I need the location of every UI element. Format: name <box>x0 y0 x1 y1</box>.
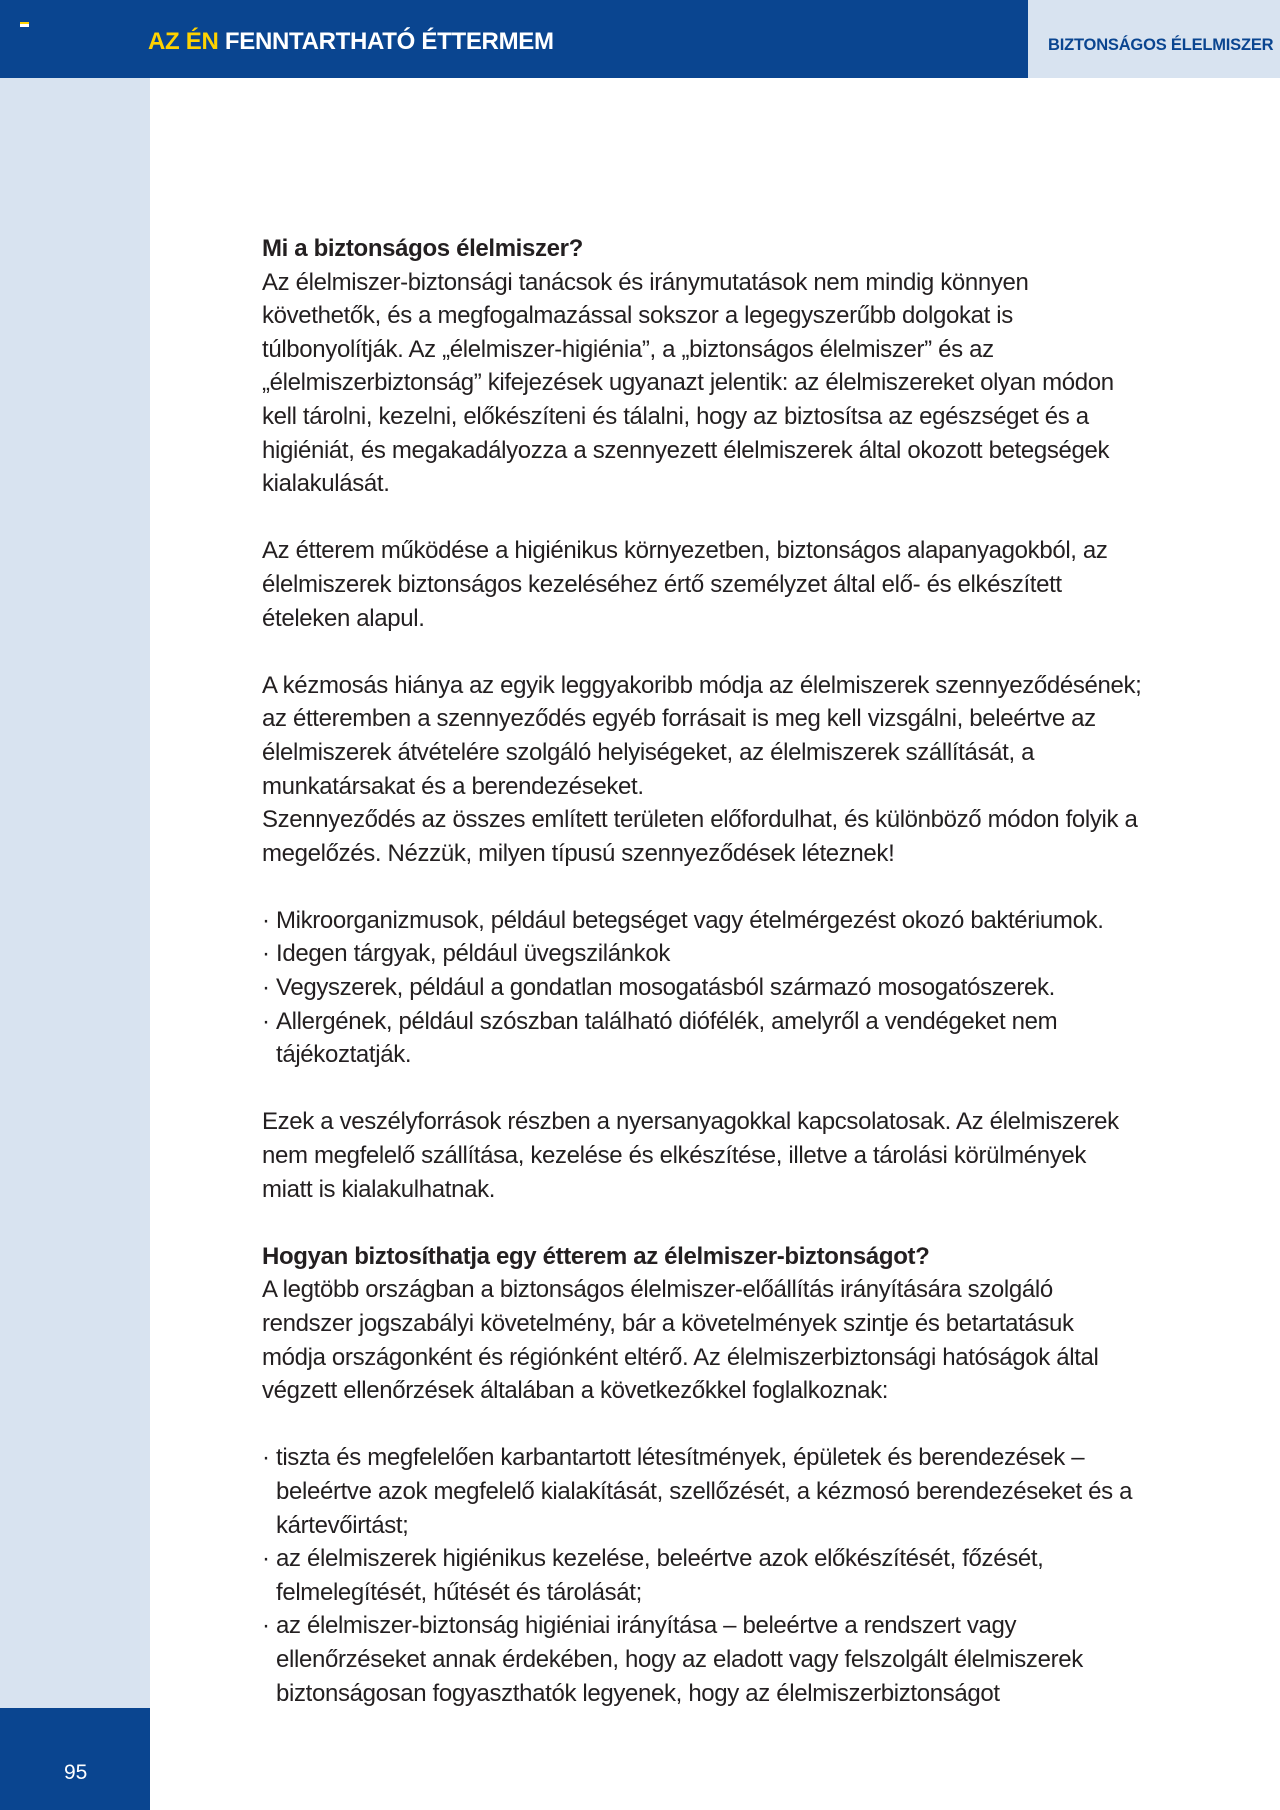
publication-title-accent: AZ ÉN <box>148 28 219 55</box>
list-item: · az élelmiszerek higiénikus kezelése, beleértve azok előkészítését, főzését, felmelegítését, hűtését és tárolását; <box>262 1542 1142 1609</box>
article-body <box>262 232 1142 1710</box>
header-bar <box>0 0 1028 78</box>
flag-icon <box>20 22 29 27</box>
heading-what-is-safe-food: Mi a biztonságos élelmiszer? <box>262 235 583 262</box>
list-item: · tiszta és megfelelően karbantartott létesítmények, épületek és berendezések – beleértve azok megfelelő kialakítását, szellőzését, a kézmosó berendezéseket és a kártevőirtást; <box>262 1441 1142 1542</box>
list-item: · Idegen tárgyak, például üvegszilánkok <box>262 937 1142 971</box>
list-item: · Vegyszerek, például a gondatlan mosogatásból származó mosogatószerek. <box>262 971 1142 1005</box>
inspection-topics-list <box>262 1441 1142 1710</box>
publication-title-rest: FENNTARTHATÓ ÉTTERMEM <box>218 28 554 55</box>
section-tab <box>1028 0 1280 78</box>
page-number: 95 <box>64 1761 88 1784</box>
list-item: · Allergének, például szószban található diófélék, amelyről a vendégeket nem tájékoztatják. <box>262 1005 1142 1072</box>
paragraph: Szennyeződés az összes említett területen előfordulhat, és különböző módon folyik a megelőzés. Nézzük, milyen típusú szennyeződések léteznek! <box>262 806 1138 867</box>
paragraph: A legtöbb országban a biztonságos élelmiszer-előállítás irányítására szolgáló rendszer jogszabályi követelmény, bár a követelmények szintje és betartatásuk módja országonként és régiónként eltérő. Az élelmiszerbiztonsági hatóságok által végzett ellenőrzések általában a következőkkel foglalkoznak: <box>262 1276 1099 1405</box>
list-item: · az élelmiszer-biztonság higiéniai irányítása – beleértve a rendszert vagy ellenőrzéseket annak érdekében, hogy az eladott vagy felszolgált élelmiszerek biztonságosan fogyaszthatók legyenek, hogy az élelmiszerbiztonságot <box>262 1609 1142 1710</box>
publication-title <box>148 28 554 56</box>
contamination-types-list <box>262 904 1142 1072</box>
heading-how-to-ensure-safety: Hogyan biztosíthatja egy étterem az élelmiszer-biztonságot? <box>262 1242 930 1270</box>
left-margin-band <box>0 78 150 1710</box>
page-number-tab <box>0 1708 150 1810</box>
paragraph: A kézmosás hiánya az egyik leggyakoribb módja az élelmiszerek szennyeződésének; az étteremben a szennyeződés egyéb forrásait is meg kell vizsgálni, beleértve az élelmiszerek átvételére szolgáló helyiségeket, az élelmiszerek szállítását, a munkatársakat és a berendezéseket. <box>262 671 1142 800</box>
section-label: BIZTONSÁGOS ÉLELMISZER <box>1048 36 1274 54</box>
paragraph: Az étterem működése a higiénikus környezetben, biztonságos alapanyagokból, az élelmiszerek biztonságos kezeléséhez értő személyzet által elő- és elkészített ételeken alapul. <box>262 537 1108 632</box>
list-item: · Mikroorganizmusok, például betegséget vagy ételmérgezést okozó baktériumok. <box>262 904 1142 938</box>
paragraph: Az élelmiszer-biztonsági tanácsok és iránymutatások nem mindig könnyen követhetők, és a megfogalmazással sokszor a legegyszerűbb dolgokat is túlbonyolítják. Az „élelmiszer-higiénia”, a „biztonságos élelmiszer” és az „élelmiszerbiztonság” kifejezések ugyanazt jelentik: az élelmiszereket olyan módon kell tárolni, kezelni, előkészíteni és tálalni, hogy az biztosítsa az egészséget és a higiéniát, és megakadályozza a szennyezett élelmiszerek által okozott betegségek kialakulását. <box>262 268 1114 498</box>
paragraph: Ezek a veszélyforrások részben a nyersanyagokkal kapcsolatosak. Az élelmiszerek nem megfelelő szállítása, kezelése és elkészítése, illetve a tárolási körülmények miatt is kialakulhatnak. <box>262 1108 1119 1203</box>
